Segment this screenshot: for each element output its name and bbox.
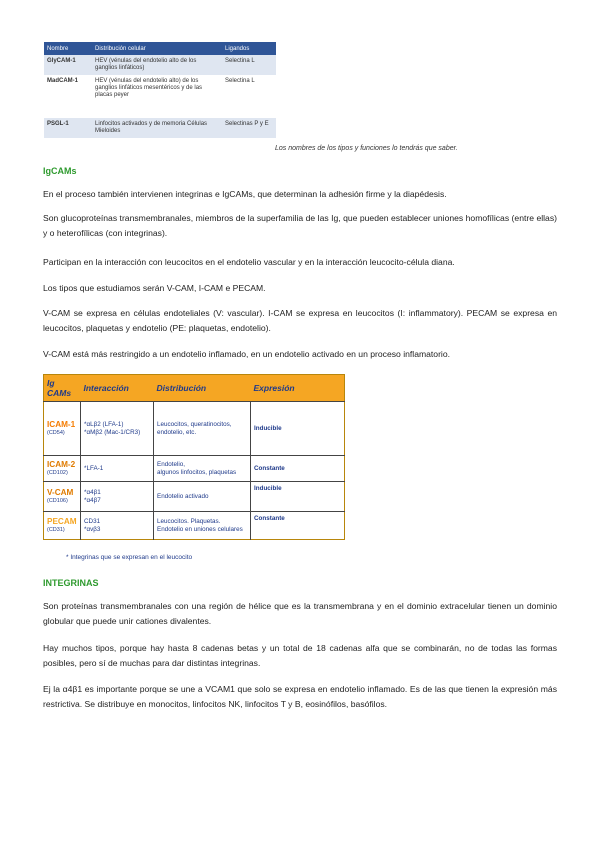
paragraph: V-CAM se expresa en células endoteliales (V: vascular). I-CAM se expresa en leucocitos (I: inflammatory). PECAM se expresa en leucocitos, plaquetas y endotelio (PE: plaquetas, endotelio). (43, 308, 557, 333)
molecule-name: V-CAM (47, 487, 74, 497)
paragraph: Los tipos que estudiamos serán V-CAM, I-CAM e PECAM. (43, 283, 266, 293)
table-cell: PSGL-1 (44, 118, 92, 138)
table-row (44, 402, 345, 456)
paragraph: En el proceso también intervienen integrinas e IgCAMs, que determinan la adhesión firme y la diapédesis. (43, 189, 447, 199)
table-header: Interacción (81, 375, 154, 402)
interaction: *α4β1 (84, 488, 101, 496)
table-row (44, 118, 276, 138)
table-row (44, 75, 276, 102)
paragraph: Hay muchos tipos, porque hay hasta 8 cadenas betas y un total de 18 cadenas alfa que se combinarán, no de todas las formas posibles, pero sí de muchas para dar distintas integrinas. (43, 643, 557, 668)
molecule-name: ICAM-2 (47, 459, 76, 469)
table-header: Ligandos (222, 42, 276, 55)
interaction: *LFA-1 (84, 464, 104, 472)
table-row (44, 512, 345, 540)
table-header: Distribución (154, 375, 251, 402)
table-row (44, 55, 276, 75)
section-heading-integrinas: INTEGRINAS (43, 578, 99, 588)
paragraph: Participan en la interacción con leucocitos en el endotelio vascular y en la interacción leucocito-célula diana. (43, 257, 455, 267)
expression: Inducible (251, 482, 345, 512)
distribution: algunos linfocitos, plaquetas (157, 468, 237, 476)
table-header: Ig CAMs (44, 375, 81, 402)
table-cell: GlyCAM-1 (44, 55, 92, 75)
interaction: CD31 (84, 517, 101, 525)
expression: Constante (251, 456, 345, 482)
table-header: Expresión (251, 375, 345, 402)
paragraph: V-CAM está más restringido a un endotelio inflamado, en un endotelio activado en un proceso inflamatorio. (43, 349, 451, 359)
table-cell: Selectina L (222, 75, 276, 102)
igcam-table (43, 374, 345, 540)
molecule-name: PECAM (47, 516, 77, 526)
distribution: Leucocitos, queratinocitos, (157, 420, 232, 428)
table-cell: MadCAM-1 (44, 75, 92, 102)
interaction: *αvβ3 (84, 525, 101, 533)
table-cell: Selectina L (222, 55, 276, 75)
paragraph: Ej la α4β1 es importante porque se une a VCAM1 que solo se expresa en endotelio inflamado. Es de las que tienen la expresión más restrictiva. Se distribuye en monocitos, linfocitos NK, linfocitos T y B, eosinófilos, basófilos. (43, 684, 557, 709)
table-row (44, 456, 345, 482)
distribution: endotelio, etc. (157, 428, 197, 436)
distribution: Endotelio en uniones celulares (157, 525, 243, 533)
table-header: Distribución celular (92, 42, 222, 55)
interaction: *αLβ2 (LFA-1) (84, 420, 124, 428)
distribution: Leucocitos. Plaquetas. (157, 517, 221, 525)
cd-number: (CD106) (47, 497, 68, 504)
paragraph: Son proteínas transmembranales con una región de hélice que es la transmembrana y en el dominio extracelular tienen un dominio globular que puede unir cationes divalentes. (43, 601, 557, 626)
distribution: Endotelio, (157, 460, 186, 468)
interaction: *αMβ2 (Mac-1/CR3) (84, 428, 141, 436)
distribution: Endotelio activado (157, 492, 209, 500)
selectin-ligand-table (44, 42, 276, 138)
table-cell: HEV (vénulas del endotelio alto) de los ganglios linfáticos mesentéricos y de las placas peyer (92, 75, 222, 102)
expression: Constante (254, 515, 285, 522)
table-row (44, 482, 345, 512)
cd-number: (CD102) (47, 469, 68, 476)
table-cell: Selectinas P y E (222, 118, 276, 138)
table-header: Nombre (44, 42, 92, 55)
molecule-name: ICAM-1 (47, 419, 76, 429)
section-heading-igcams: IgCAMs (43, 166, 77, 176)
cd-number: (CD31) (47, 526, 65, 533)
cd-number: (CD54) (47, 429, 65, 436)
expression: Inducible (251, 402, 345, 456)
table-footnote: * Integrinas que se expresan en el leucocito (66, 554, 193, 561)
table-cell: HEV (vénulas del endotelio alto de los ganglios linfáticos) (92, 55, 222, 75)
paragraph: Son glucoproteínas transmembranales, miembros de la superfamilia de las Ig, que pueden establecer uniones homofílicas (entre ellas) y o heterofílicas (con integrinas). (43, 213, 557, 238)
interaction: *α4β7 (84, 496, 101, 504)
table-cell: Linfocitos activados y de memoria Células Mieloides (92, 118, 222, 138)
table-caption: Los nombres de los tipos y funciones lo tendrás que saber. (275, 145, 458, 152)
